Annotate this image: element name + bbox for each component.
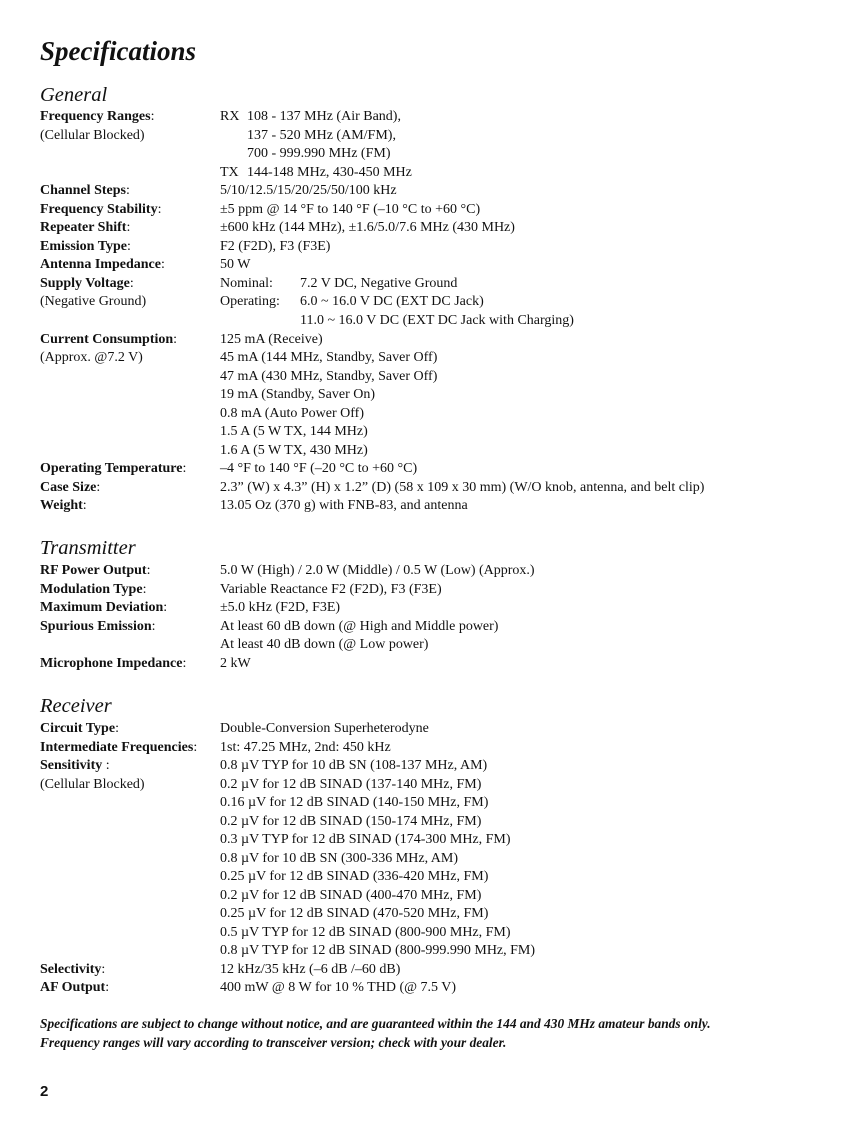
spec-label: AF Output	[40, 980, 106, 995]
spec-row-microphone-impedance: Microphone Impedance: 2 kW	[40, 655, 535, 674]
spec-label: RF Power Output	[40, 563, 147, 578]
spec-value: F2 (F2D), F3 (F3E)	[220, 238, 331, 254]
spec-value: 1.6 A (5 W TX, 430 MHz)	[220, 442, 368, 458]
spec-row-modulation-type: Modulation Type: Variable Reactance F2 (F2D), F3 (F3E)	[40, 581, 535, 600]
spec-value: 50 W	[220, 257, 251, 272]
spec-value: 137 - 520 MHz (AM/FM),	[247, 127, 396, 143]
spec-value: 0.8 µV TYP for 10 dB SN (108-137 MHz, AM)	[220, 758, 488, 773]
spec-value: 19 mA (Standby, Saver On)	[220, 387, 376, 402]
spec-label: Intermediate Frequencies	[40, 739, 194, 755]
spec-value: 0.2 µV for 12 dB SINAD (400-470 MHz, FM)	[220, 887, 482, 903]
section-title-receiver: Receiver	[40, 695, 112, 717]
section-title-transmitter: Transmitter	[40, 537, 136, 559]
footnote-line: Specifications are subject to change without notice, and are guaranteed within the 144 and 430 MHz amateur bands only.	[40, 1016, 711, 1031]
supply-key: Operating:	[220, 294, 280, 309]
spec-value: 0.8 mA (Auto Power Off)	[220, 405, 365, 421]
spec-row-repeater-shift: Repeater Shift: ±600 kHz (144 MHz), ±1.6/5.0/7.6 MHz (430 MHz)	[40, 219, 704, 238]
spec-value: 12 kHz/35 kHz (–6 dB /–60 dB)	[220, 961, 401, 977]
spec-value: 1st: 47.25 MHz, 2nd: 450 kHz	[220, 739, 391, 755]
spec-value: 13.05 Oz (370 g) with FNB-83, and antenna	[220, 498, 468, 513]
page-number: 2	[40, 1083, 49, 1100]
spec-value: 11.0 ~ 16.0 V DC (EXT DC Jack with Charging)	[300, 312, 574, 328]
spec-value: 0.25 µV for 12 dB SINAD (470-520 MHz, FM)	[220, 906, 489, 921]
rx-tag: RX	[220, 109, 240, 124]
spec-value: 0.2 µV for 12 dB SINAD (150-174 MHz, FM)	[220, 813, 482, 829]
transmitter-spec-table	[40, 562, 535, 673]
spec-value: 6.0 ~ 16.0 V DC (EXT DC Jack)	[300, 294, 484, 309]
spec-row-maximum-deviation: Maximum Deviation: ±5.0 kHz (F2D, F3E)	[40, 599, 535, 618]
spec-label: Frequency Ranges	[40, 109, 151, 124]
spec-label: Channel Steps	[40, 183, 126, 198]
spec-label: Emission Type	[40, 238, 128, 254]
spec-value: 0.5 µV TYP for 12 dB SINAD (800-900 MHz, FM)	[220, 924, 511, 940]
spec-row-spurious-emission: Spurious Emission: At least 60 dB down (@ High and Middle power) At least 40 dB down (@ Low power)	[40, 618, 535, 655]
spec-row-frequency-ranges: Frequency Ranges: (Cellular Blocked) RX 108 - 137 MHz (Air Band), 137 - 520 MHz (AM/FM), 700 - 999.990 MHz (FM) TX 144-148 MHz, 430-450 MHz	[40, 108, 704, 182]
spec-value: Double-Conversion Superheterodyne	[220, 721, 429, 736]
section-title-general: General	[40, 84, 108, 106]
tx-tag: TX	[220, 164, 239, 180]
spec-label: Sensitivity	[40, 758, 103, 773]
spec-value: 0.16 µV for 12 dB SINAD (140-150 MHz, FM)	[220, 795, 489, 810]
spec-value: 0.3 µV TYP for 12 dB SINAD (174-300 MHz, FM)	[220, 832, 511, 847]
spec-label: Weight	[40, 498, 83, 513]
spec-label: Modulation Type	[40, 581, 143, 597]
spec-value: 45 mA (144 MHz, Standby, Saver Off)	[220, 350, 438, 365]
spec-value: 0.8 µV for 10 dB SN (300-336 MHz, AM)	[220, 850, 459, 866]
spec-row-channel-steps: Channel Steps: 5/10/12.5/15/20/25/50/100 kHz	[40, 182, 704, 201]
supply-key: Nominal:	[220, 275, 273, 291]
spec-value: 700 - 999.990 MHz (FM)	[247, 146, 391, 161]
spec-value: 47 mA (430 MHz, Standby, Saver Off)	[220, 368, 438, 384]
spec-label: Maximum Deviation	[40, 600, 164, 615]
footnote-line: Frequency ranges will vary according to transceiver version; check with your dealer.	[40, 1034, 507, 1050]
spec-label: Circuit Type	[40, 721, 116, 736]
spec-label: Case Size	[40, 479, 97, 495]
spec-row-selectivity: Selectivity: 12 kHz/35 kHz (–6 dB /–60 dB)	[40, 961, 535, 980]
spec-sublabel: (Cellular Blocked)	[40, 127, 145, 143]
receiver-spec-table	[40, 720, 535, 998]
spec-row-weight: Weight: 13.05 Oz (370 g) with FNB-83, and antenna	[40, 497, 704, 516]
spec-row-supply-voltage: Supply Voltage: (Negative Ground) Nominal: 7.2 V DC, Negative Ground Operating: 6.0 ~ 16.0 V DC (EXT DC Jack) 11.0 ~ 16.0 V DC (EXT DC Jack with Charging)	[40, 275, 704, 331]
spec-value: 2.3” (W) x 4.3” (H) x 1.2” (D) (58 x 109 x 30 mm) (W/O knob, antenna, and belt clip)	[220, 479, 705, 495]
spec-value: 5.0 W (High) / 2.0 W (Middle) / 0.5 W (Low) (Approx.)	[220, 563, 535, 578]
spec-row-case-size: Case Size: 2.3” (W) x 4.3” (H) x 1.2” (D) (58 x 109 x 30 mm) (W/O knob, antenna, and belt clip)	[40, 479, 704, 498]
spec-label: Frequency Stability	[40, 201, 158, 217]
spec-label: Operating Temperature	[40, 461, 183, 476]
spec-row-sensitivity: Sensitivity : (Cellular Blocked) 0.8 µV TYP for 10 dB SN (108-137 MHz, AM) 0.2 µV for 12 dB SINAD (137-140 MHz, FM) 0.16 µV for 12 dB SINAD (140-150 MHz, FM) 0.2 µV for 12 dB SINAD (150-174 MHz, FM) 0.3 µV TYP for 12 dB SINAD (174-300 MHz, FM) 0.8 µV for 10 dB SN (300-336 MHz, AM) 0.25 µV for 12 dB SINAD (336-420 MHz, FM) 0.2 µV for 12 dB SINAD (400-470 MHz, FM) 0.25 µV for 12 dB SINAD (470-520 MHz, FM) 0.5 µV TYP for 12 dB SINAD (800-900 MHz, FM) 0.8 µV TYP for 12 dB SINAD (800-999.990 MHz, FM)	[40, 757, 535, 961]
spec-value: Variable Reactance F2 (F2D), F3 (F3E)	[220, 581, 442, 597]
spec-value: 108 - 137 MHz (Air Band),	[247, 109, 401, 124]
spec-sublabel: (Approx. @7.2 V)	[40, 350, 143, 365]
page-title: Specifications	[40, 36, 196, 66]
spec-value: 144-148 MHz, 430-450 MHz	[247, 164, 412, 180]
spec-value: ±600 kHz (144 MHz), ±1.6/5.0/7.6 MHz (430 MHz)	[220, 220, 515, 235]
spec-label: Spurious Emission	[40, 618, 152, 634]
footnote	[40, 1015, 830, 1052]
spec-value: 7.2 V DC, Negative Ground	[300, 275, 458, 291]
spec-label: Microphone Impedance	[40, 655, 183, 671]
spec-row-operating-temperature: Operating Temperature: –4 °F to 140 °F (–20 °C to +60 °C)	[40, 460, 704, 479]
spec-sublabel: (Negative Ground)	[40, 294, 147, 309]
general-spec-table	[40, 108, 704, 516]
spec-value: ±5.0 kHz (F2D, F3E)	[220, 600, 341, 615]
spec-value: ±5 ppm @ 14 °F to 140 °F (–10 °C to +60 °C)	[220, 201, 481, 217]
spec-row-rf-power-output: RF Power Output: 5.0 W (High) / 2.0 W (Middle) / 0.5 W (Low) (Approx.)	[40, 562, 535, 581]
spec-label: Selectivity	[40, 961, 102, 977]
spec-sublabel: (Cellular Blocked)	[40, 776, 145, 792]
spec-value: At least 40 dB down (@ Low power)	[220, 637, 429, 652]
spec-label: Supply Voltage	[40, 275, 130, 291]
spec-value: 0.8 µV TYP for 12 dB SINAD (800-999.990 MHz, FM)	[220, 943, 536, 958]
spec-label: Repeater Shift	[40, 220, 127, 235]
spec-row-circuit-type: Circuit Type: Double-Conversion Superheterodyne	[40, 720, 535, 739]
spec-value: At least 60 dB down (@ High and Middle power)	[220, 618, 499, 634]
spec-row-emission-type: Emission Type: F2 (F2D), F3 (F3E)	[40, 238, 704, 257]
spec-row-frequency-stability: Frequency Stability: ±5 ppm @ 14 °F to 140 °F (–10 °C to +60 °C)	[40, 201, 704, 220]
spec-value: 0.25 µV for 12 dB SINAD (336-420 MHz, FM)	[220, 869, 489, 884]
spec-value: 400 mW @ 8 W for 10 % THD (@ 7.5 V)	[220, 980, 457, 995]
spec-label: Antenna Impedance	[40, 257, 161, 272]
spec-row-intermediate-frequencies: Intermediate Frequencies: 1st: 47.25 MHz, 2nd: 450 kHz	[40, 739, 535, 758]
spec-row-antenna-impedance: Antenna Impedance: 50 W	[40, 256, 704, 275]
spec-value: 1.5 A (5 W TX, 144 MHz)	[220, 424, 368, 439]
spec-value: 2 kW	[220, 655, 251, 671]
spec-value: 0.2 µV for 12 dB SINAD (137-140 MHz, FM)	[220, 776, 482, 792]
spec-value: 125 mA (Receive)	[220, 331, 323, 347]
spec-value: 5/10/12.5/15/20/25/50/100 kHz	[220, 183, 397, 198]
spec-row-current-consumption: Current Consumption: (Approx. @7.2 V) 125 mA (Receive) 45 mA (144 MHz, Standby, Saver Off) 47 mA (430 MHz, Standby, Saver Off) 19 mA (Standby, Saver On) 0.8 mA (Auto Power Off) 1.5 A (5 W TX, 144 MHz) 1.6 A (5 W TX, 430 MHz)	[40, 331, 704, 461]
spec-value: –4 °F to 140 °F (–20 °C to +60 °C)	[220, 461, 418, 476]
spec-label: Current Consumption	[40, 331, 174, 347]
spec-row-af-output: AF Output: 400 mW @ 8 W for 10 % THD (@ 7.5 V)	[40, 979, 535, 998]
